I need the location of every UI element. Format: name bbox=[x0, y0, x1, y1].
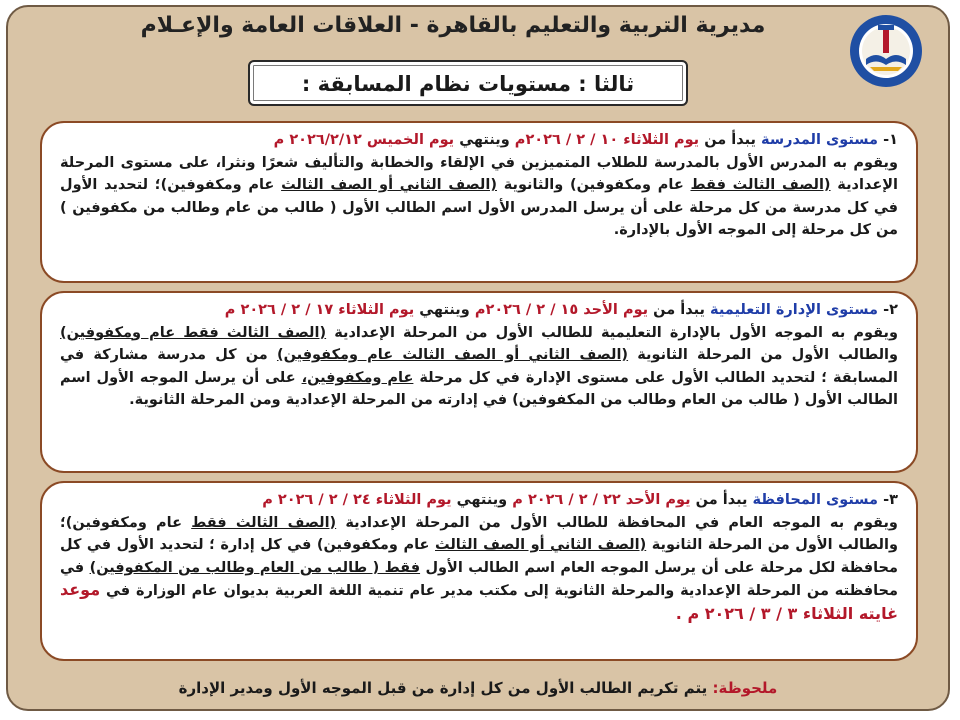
starts-text: يبدأ من bbox=[704, 132, 756, 148]
underlined-text: (الصف الثاني أو الصف الثالث bbox=[435, 537, 647, 554]
paragraph-text: من كل مدرسة مشاركة في المسابقة ؛ لتحديد الطالب الأول على مستوى الإدارة في كل مرحلة bbox=[60, 347, 898, 386]
level-number: ١- bbox=[883, 132, 898, 148]
level-box-admin bbox=[40, 291, 918, 473]
paragraph-text: عام ومكفوفين) والثانوية bbox=[503, 177, 684, 194]
paragraph-text: ويقوم به الموجه العام في المحافظة للطالب الأول من المرحلة الإعدادية bbox=[345, 514, 898, 531]
note-text: يتم تكريم الطالب الأول من كل إدارة من قبل الموجه الأول ومدير الإدارة bbox=[178, 679, 708, 697]
underlined-text: (الصف الثالث فقط bbox=[690, 177, 831, 194]
footnote bbox=[48, 679, 908, 697]
underlined-text: عام ومكفوفين، bbox=[301, 369, 414, 386]
paragraph-text: عام ومكفوفين) في كل إدارة ؛ لتحديد الأول في كل محافظة لكل مرحلة على أن يرسل الموجه العام اسم الطالب الأول bbox=[60, 537, 898, 576]
end-date: يوم الخميس ٢٠٢٦/٢/١٢ م bbox=[273, 132, 455, 148]
underlined-text: فقط ( طالب من العام وطالب من المكفوفين) bbox=[89, 559, 421, 576]
paragraph-text: والطالب الأول من المرحلة الثانوية bbox=[637, 347, 898, 364]
level-name: مستوى المحافظة bbox=[752, 492, 879, 508]
level-name: مستوى الإدارة التعليمية bbox=[710, 302, 879, 318]
underlined-text: (الصف الثالث فقط bbox=[191, 514, 337, 531]
starts-text: يبدأ من bbox=[695, 492, 748, 508]
paragraph-text: ويقوم به الموجه الأول بالإدارة التعليمية للطالب الأول من المرحلة الإعدادية bbox=[334, 324, 898, 341]
note-label: ملحوظة: bbox=[712, 679, 778, 697]
ends-text: وينتهي bbox=[459, 132, 510, 148]
page-frame bbox=[6, 5, 950, 711]
underlined-text: (الصف الثاني أو الصف الثالث bbox=[281, 177, 497, 194]
deadline-date: موعد غايته الثلاثاء ٣ / ٣ / ٢٠٢٦ م . bbox=[60, 580, 898, 623]
paragraph-text: على أن يرسل الموجه الأول اسم الطالب الأول ( طالب من العام وطالب من المكفوفين) في إدارته من المرحلة الإعدادية ومن المرحلة الثانوية. bbox=[60, 369, 898, 409]
start-date: يوم الأحد ١٥ / ٢ / ٢٠٢٦م bbox=[474, 302, 649, 318]
paragraph-text: ويقوم به المدرس الأول بالمدرسة للطلاب المتميزين في الإلقاء والخطابة والتأليف شعرًا ونثرا، على مستوى المرحلة الإعدادية bbox=[60, 154, 898, 194]
start-date: يوم الأحد ٢٢ / ٢ / ٢٠٢٦ م bbox=[512, 492, 691, 508]
ends-text: وينتهي bbox=[456, 492, 508, 508]
level-box-governorate bbox=[40, 481, 918, 661]
page-header-title: مديرية التربية والتعليم بالقاهرة - العلاقات العامة والإعـلام bbox=[140, 13, 766, 38]
directorate-logo bbox=[848, 13, 924, 89]
section-title: ثالثا : مستويات نظام المسابقة : bbox=[248, 60, 688, 106]
level-number: ٢- bbox=[883, 302, 898, 318]
end-date: يوم الثلاثاء ٢٤ / ٢ / ٢٠٢٦ م bbox=[262, 492, 452, 508]
end-date: يوم الثلاثاء ١٧ / ٢ / ٢٠٢٦ م bbox=[224, 302, 415, 318]
level-number: ٣- bbox=[883, 492, 898, 508]
underlined-text: (الصف الثالث فقط عام ومكفوفين) bbox=[60, 324, 327, 341]
starts-text: يبدأ من bbox=[653, 302, 705, 318]
level-name: مستوى المدرسة bbox=[761, 132, 879, 148]
paragraph-text: عام ومكفوفين)؛ والطالب الأول من المرحلة الثانوية bbox=[60, 514, 898, 554]
paragraph-text: في محافظته من المرحلة الإعدادية والمرحلة الثانوية إلى مكتب مدير عام تنمية اللغة العربية بديوان عام الوزارة في bbox=[60, 559, 898, 600]
ends-text: وينتهي bbox=[419, 302, 470, 318]
start-date: يوم الثلاثاء ١٠ / ٢ / ٢٠٢٦م bbox=[514, 132, 700, 148]
paragraph-text: عام ومكفوفين)؛ لتحديد الأول في كل مدرسة من كل مرحلة على أن يرسل المدرس الأول اسم الطالب الأول ( طالب من عام وطالب من مكفوفين ) من كل مرحلة إلى الموجه الأول بالإدارة. bbox=[60, 177, 898, 239]
underlined-text: (الصف الثاني أو الصف الثالث عام ومكفوفين) bbox=[276, 347, 629, 364]
level-box-school bbox=[40, 121, 918, 283]
